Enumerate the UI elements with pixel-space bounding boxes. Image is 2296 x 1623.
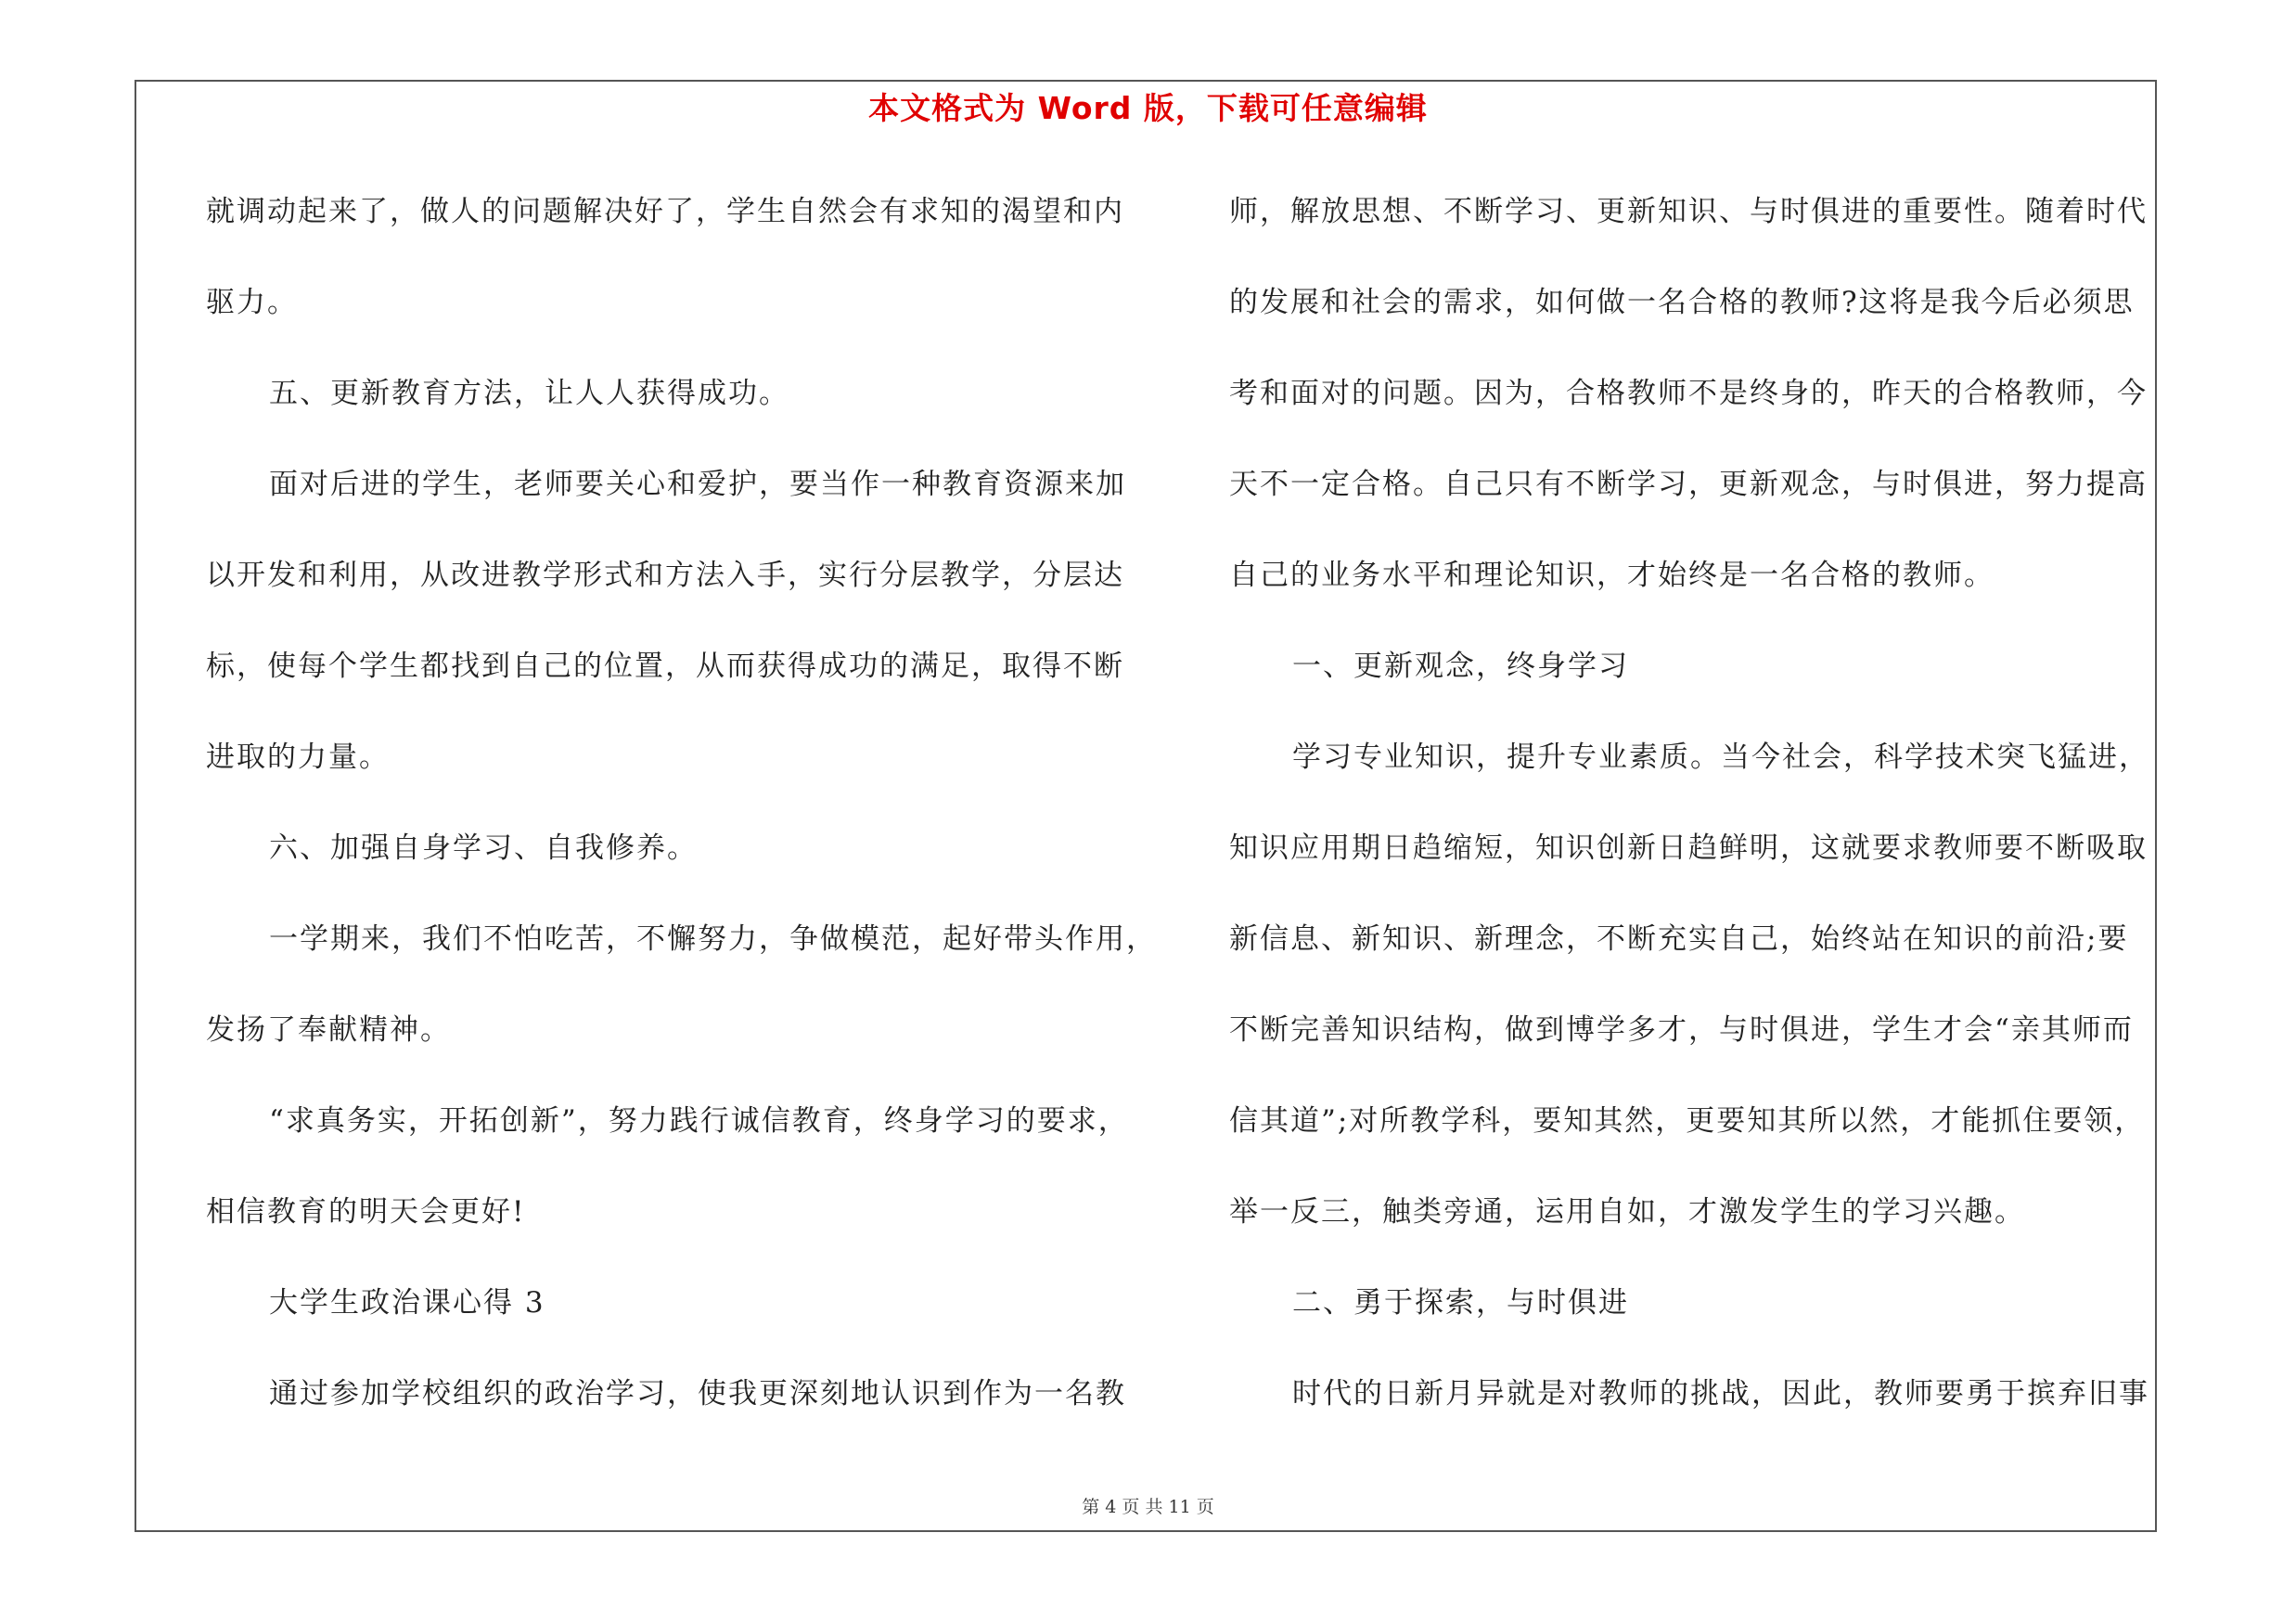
left-heading: 五、更新教育方法，让人人获得成功。 (269, 377, 789, 410)
left-line: 面对后进的学生，老师要关心和爱护，要当作一种教育资源来加 (269, 468, 1126, 501)
right-heading: 一、更新观念，终身学习 (1292, 650, 1629, 683)
format-notice: 本文格式为 Word 版，下载可任意编辑 (868, 90, 1428, 126)
right-line: 举一反三，触类旁通，运用自如，才激发学生的学习兴趣。 (1229, 1195, 2025, 1229)
right-line: 学习专业知识，提升专业素质。当今社会，科学技术突飞猛进， (1292, 741, 2149, 774)
right-line: 新信息、新知识、新理念，不断充实自己，始终站在知识的前沿;要 (1229, 922, 2129, 956)
left-column (206, 184, 1157, 1457)
left-line: 发扬了奉献精神。 (206, 1013, 451, 1047)
left-line: 就调动起来了，做人的问题解决好了，学生自然会有求知的渴望和内 (206, 195, 1124, 228)
right-line: 不断完善知识结构，做到博学多才，与时俱进，学生才会“亲其师而 (1229, 1013, 2134, 1047)
left-line: 一学期来，我们不怕吃苦，不懈努力，争做模范，起好带头作用， (269, 922, 1157, 956)
page-number: 第 4 页 共 11 页 (1082, 1497, 1214, 1517)
right-line: 自己的业务水平和理论知识，才始终是一名合格的教师。 (1229, 559, 1995, 592)
right-line: 时代的日新月异就是对教师的挑战，因此，教师要勇于摈弃旧事 (1292, 1377, 2149, 1410)
right-line: 师，解放思想、不断学习、更新知识、与时俱进的重要性。随着时代 (1229, 195, 2148, 228)
left-line: “求真务实，开拓创新”，努力践行诚信教育，终身学习的要求， (269, 1104, 1129, 1138)
left-line: 驱力。 (206, 286, 298, 319)
right-line: 知识应用期日趋缩短，知识创新日趋鲜明，这就要求教师要不断吸取 (1229, 831, 2148, 865)
left-line: 相信教育的明天会更好! (206, 1195, 526, 1229)
right-line: 的发展和社会的需求，如何做一名合格的教师?这将是我今后必须思 (1229, 286, 2135, 319)
right-line: 天不一定合格。自己只有不断学习，更新观念，与时俱进，努力提高 (1229, 468, 2148, 501)
left-heading: 六、加强自身学习、自我修养。 (269, 831, 698, 865)
left-line: 标，使每个学生都找到自己的位置，从而获得成功的满足，取得不断 (206, 650, 1124, 683)
section-title: 大学生政治课心得 3 (269, 1286, 545, 1320)
right-line: 考和面对的问题。因为，合格教师不是终身的，昨天的合格教师，今 (1229, 377, 2148, 410)
left-line: 进取的力量。 (206, 741, 390, 774)
right-heading: 二、勇于探索，与时俱进 (1292, 1286, 1629, 1320)
right-column (1229, 184, 2157, 1457)
left-line: 以开发和利用，从改进教学形式和方法入手，实行分层教学，分层达 (206, 559, 1124, 592)
right-line: 信其道”;对所教学科，要知其然，更要知其所以然，才能抓住要领， (1229, 1104, 2146, 1138)
left-line: 通过参加学校组织的政治学习，使我更深刻地认识到作为一名教 (269, 1377, 1126, 1410)
